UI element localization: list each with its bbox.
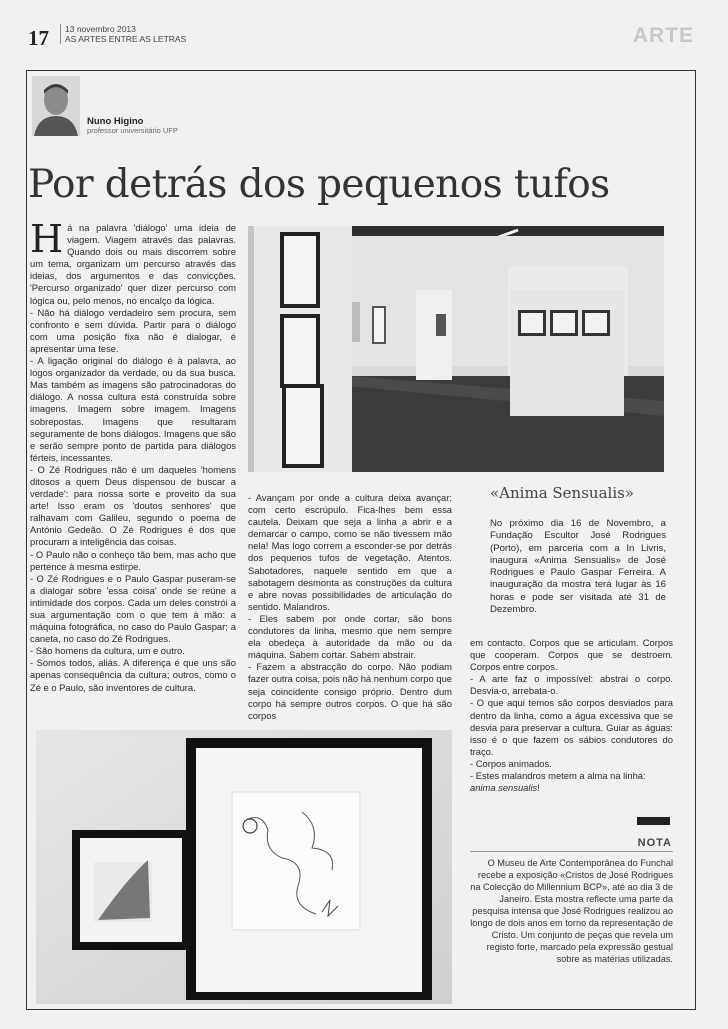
publication-name: AS ARTES ENTRE AS LETRAS <box>65 34 187 44</box>
paragraph: - Fazem a abstracção do corpo. Não podiam fazer outra coisa, pois não há nenhum corpo que seja coincidente consigo próprio. Dentro dum corpo há sempre outros corpos. O que há são corpos <box>248 661 452 721</box>
nota-divider <box>470 851 673 852</box>
issue-date: 13 novembro 2013 <box>65 24 136 34</box>
closing-text: - Estes malandros metem a alma na linha: <box>470 770 646 782</box>
article-column-3 <box>470 637 673 794</box>
gallery-photo <box>248 226 664 472</box>
paragraph: em contacto. Corpos que se articulam. Corpos que cooperam. Corpos que se destroem. Corpos entre corpos. <box>470 637 673 673</box>
paragraph: - Eles sabem por onde cortar, são bons condutores da linha, mesmo que nem sempre ela obedeça à autoridade da mão ou da máquina. Sabem cortar. Sabem abstrair. <box>248 612 452 661</box>
sidebar-text: No próximo dia 16 de Novembro, a Fundação Escultor José Rodrigues (Porto), em parceria com a In Livris, inaugura «Anima Sensualis» de José Rodrigues e Paulo Gaspar Ferreira. A inauguração da mostra terá lugar às 16 horas e pode ser visitada até 31 de Dezembro. <box>490 518 666 616</box>
masthead-info <box>60 24 186 44</box>
page-number: 17 <box>28 26 49 50</box>
paragraph <box>470 770 673 794</box>
paragraph: - Somos todos, aliás. A diferença é que uns são apenas consequência da cultura; outros, como o Zé e o Paulo, são inventores de cultura. <box>30 657 236 693</box>
paragraph: - O Zé Rodrigues e o Paulo Gaspar puseram-se a dialogar sobre 'essa coisa' onde se reúne a intimidade dos corpos. Cada um deles constrói a sua argumentação com o que tem à mão: a máquina fotográfica, no caso do Paulo Gaspar; a caneta, no caso do Zé Rodrigues. <box>30 572 236 645</box>
paragraph: - Avançam por onde a cultura deixa avançar: com certo escrúpulo. Fica-lhes bem essa cautela. Deixam que seja a linha a abrir e a demarcar o campo, como se não tivessem mão nela! Mas logo correm a esconder-se por detrás dos pequenos tufos de vegetação. Atentos. Sabotadores, naquele sentido em que a sabotagem desmonta as construções da cultura e abre novas possibilidades de articulação do sentido. Malandros. <box>248 492 452 612</box>
paragraph: - O Paulo não o conheço tão bem, mas acho que pertence à mesma estirpe. <box>30 548 236 572</box>
article-column-1 <box>30 217 236 694</box>
drop-cap: H <box>30 217 64 261</box>
paragraph: - Não há diálogo verdadeiro sem procura, sem confronto e sem dúvida. Partir para o diálogo com uma posição fixa não é dialogar, é apresentar uma tese. <box>30 306 236 354</box>
section-label: ARTE <box>632 24 694 47</box>
closing-italic: anima sensualis <box>470 782 538 794</box>
nota-marker <box>637 817 670 825</box>
paragraph: - A arte faz o impossível: abstrai o corpo. Desvia-o, arrebata-o. <box>470 673 673 697</box>
nota-label: NOTA <box>637 837 672 849</box>
paragraph: - Corpos animados. <box>470 757 552 769</box>
author-portrait <box>32 76 80 136</box>
paragraph: - São homens da cultura, um e outro. <box>30 645 185 657</box>
author-role: professor universitário UFP <box>87 126 178 135</box>
author-name: Nuno Higino <box>87 116 144 127</box>
paragraph: - A ligação original do diálogo é à palavra, ao logos organizador da verdade, ou da sua busca. Mas também as imagens são patrocinadoras do diálogo. A nossa cultura está construída sobre imagens. Imagem sobre imagem. Imagens sobrepostas. Imagens que resultaram seguramente de bons diálogos. Imagens que são e serão sempre ponto de partida para diálogos férteis, incessantes. <box>30 355 236 463</box>
paragraph: á na palavra 'diálogo' uma ideia de viagem. Viagem através das palavras. Quando dois ou mais discorrem sobre um tema, organizam um percurso através das ideias, dos argumentos e das convicções. 'Percurso organizado' quer dizer percurso com lógica ou, pelo menos, no encalço da lógica. <box>30 222 236 306</box>
artwork-photo <box>36 730 452 1004</box>
paragraph: - O Zé Rodrigues não é um daqueles 'homens ditosos a quem Deus dispensou de buscar a verdade': para nossa sorte e proveito da sua arte! Isso eram os 'doutos senhores' que ralhavam com Galileu, segundo o poema de António Gedeão. O Zé Rodrigues é dos que procuram a inteligência das coisas. <box>30 463 236 548</box>
closing-punct: ! <box>537 782 540 794</box>
portrait-image <box>32 76 80 136</box>
nota-text: O Museu de Arte Contemporânea do Funchal recebe a exposição «Cristos de José Rodrigues na Colecção do Millennium BCP», até ao dia 3 de Janeiro. Esta mostra reflecte uma parte da pesquisa intensa que José Rodrigues realizou ao longo de dois anos em torno da representação de Cristo. Um conjunto de peças que revela um registo forte, marcado pela expressão gestual sobre as matérias utilizadas. <box>470 858 673 964</box>
article-column-2 <box>248 492 452 722</box>
sidebar-title: «Anima Sensualis» <box>490 484 634 502</box>
article-title: Por detrás dos pequenos tufos <box>28 162 610 207</box>
paragraph: - O que aqui temos são corpos desviados para dentro da linha, como a água excessiva que se desvia para preservar a cultura. Guiar as águas: isso é o que fazem os sábios condutores do traço. <box>470 697 673 757</box>
